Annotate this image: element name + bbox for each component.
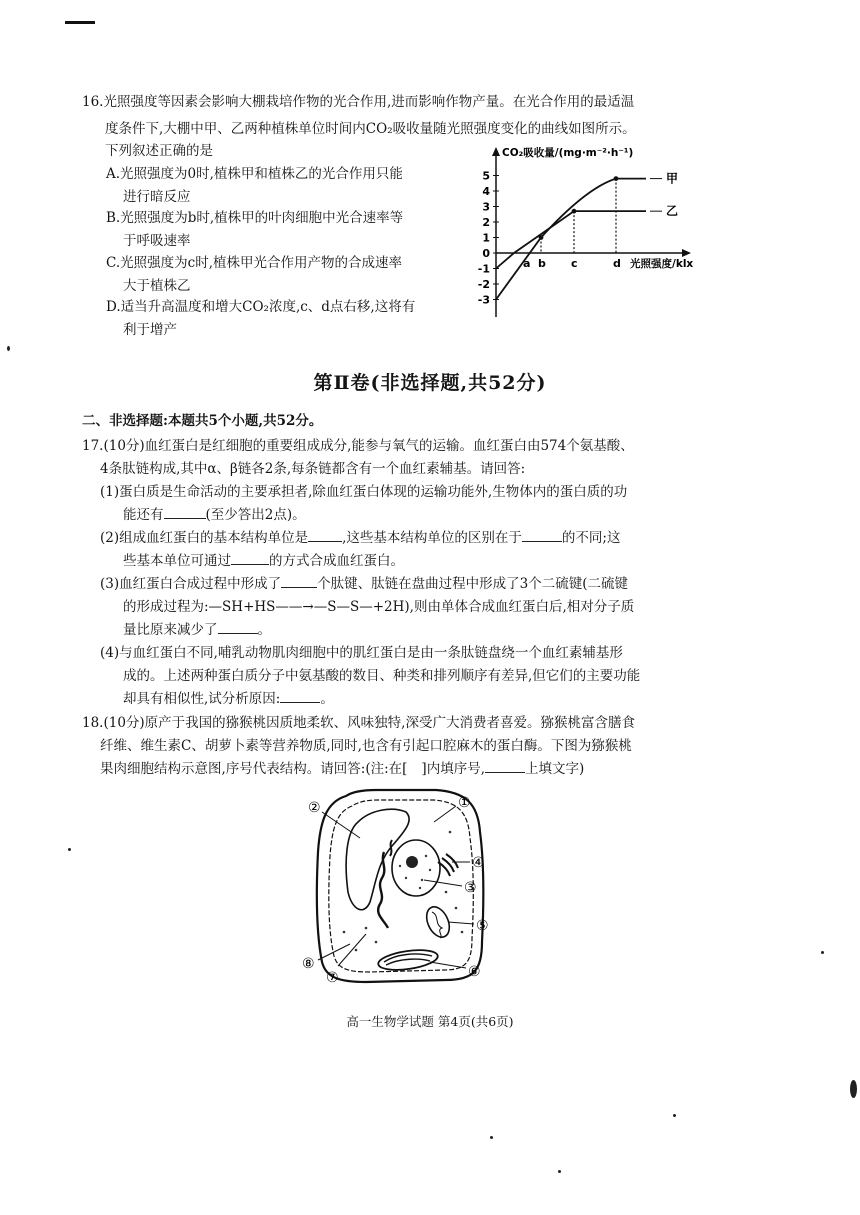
speck: [68, 848, 71, 851]
x-ticks: [523, 257, 621, 270]
endoplasmic-reticulum: [378, 852, 388, 928]
section-2-title: 第Ⅱ卷(非选择题,共52分): [313, 372, 547, 394]
y-axis-arrow: [492, 147, 500, 156]
speck: [850, 1080, 857, 1098]
q16-option-d-1: D.适当升高温度和增大CO₂浓度,c、d点右移,这将有: [106, 299, 416, 315]
q17-line1: 17.(10分)血红蛋白是红细胞的重要组成成分,能参与氧气的运输。血红蛋白由574个氨基酸、: [82, 438, 634, 454]
answer-blank[interactable]: [218, 620, 258, 634]
nucleus: [392, 840, 440, 896]
q17-p2-line2: 些基本单位可通过 的方式合成血红蛋白。: [123, 553, 404, 569]
cell-label-1: ①: [458, 795, 471, 811]
co2-absorption-chart: [472, 145, 712, 335]
vacuole: [346, 809, 409, 909]
guide-lines: [539, 176, 619, 253]
q18-line3: 果肉细胞结构示意图,序号代表结构。请回答:(注:在[ ]内填序号, 上填文字): [100, 761, 585, 777]
cell-label-8: ⑧: [302, 956, 315, 972]
q18-line1: 18.(10分)原产于我国的猕猴桃因质地柔软、风味独特,深受广大消费者喜爱。猕猴桃富含膳食: [82, 715, 635, 731]
q18-line2: 纤维、维生素C、胡萝卜素等营养物质,同时,也含有引起口腔麻木的蛋白酶。下图为猕猴桃: [100, 738, 632, 754]
answer-blank[interactable]: [281, 574, 317, 588]
answer-blank[interactable]: [280, 689, 320, 703]
q16-option-b-1: B.光照强度为b时,植株甲的叶肉细胞中光合速率等: [106, 210, 404, 226]
q16-line1: 16.光照强度等因素会影响大棚栽培作物的光合作用,进而影响作物产量。在光合作用的最适温: [82, 94, 635, 110]
plant-cell-diagram: [296, 782, 506, 992]
x-tick-label-b: b: [538, 257, 546, 270]
q17-line2: 4条肽链构成,其中α、β链各2条,每条链都含有一个血红素辅基。请回答:: [100, 461, 526, 477]
series-lines: [496, 172, 678, 300]
q17-p2-line1: (2)组成血红蛋白的基本结构单位是 ,这些基本结构单位的区别在于 的不同;这: [100, 530, 621, 546]
answer-blank[interactable]: [231, 551, 269, 565]
speck: [7, 346, 10, 351]
q16-option-c-2: 大于植株乙: [123, 278, 191, 294]
x-tick-label-a: a: [523, 257, 531, 270]
series-line-1: [496, 179, 646, 300]
q16-option-b-2: 于呼吸速率: [123, 233, 191, 249]
page-footer: 高一生物学试题 第4页(共6页): [346, 1014, 514, 1029]
y-tick-label: 2: [482, 216, 490, 229]
y-tick-label: 3: [482, 200, 490, 214]
y-tick-label: -2: [477, 278, 490, 291]
q16-line2: 度条件下,大棚中甲、乙两种植株单位时间内CO₂吸收量随光照强度变化的曲线如图所示。: [105, 121, 636, 137]
q16-option-d-2: 利于增产: [123, 322, 177, 338]
top-rule: [65, 21, 95, 24]
cell-label-3: ③: [464, 880, 477, 896]
y-axis-label: CO₂吸收量/(mg·m⁻²·h⁻¹): [502, 147, 634, 159]
x-axis-label: 光照强度/klx: [630, 258, 694, 270]
answer-blank[interactable]: [308, 528, 342, 542]
q16-option-c-1: C.光照强度为c时,植株甲光合作用产物的合成速率: [106, 255, 402, 271]
speck: [490, 1136, 493, 1139]
answer-blank[interactable]: [522, 528, 562, 542]
q16-option-a-1: A.光照强度为0时,植株甲和植株乙的光合作用只能: [106, 166, 403, 182]
cell-label-6: ⑥: [468, 964, 481, 980]
speck: [673, 1114, 676, 1117]
speck: [558, 1170, 561, 1173]
q17-p4-line1: (4)与血红蛋白不同,哺乳动物肌肉细胞中的肌红蛋白是由一条肽链盘绕一个血红素辅基形: [100, 645, 623, 661]
y-tick-label: -1: [477, 262, 490, 276]
y-tick-label: -3: [477, 293, 490, 307]
x-tick-label-d: d: [613, 257, 621, 270]
q17-p1-line1: (1)蛋白质是生命活动的主要承担者,除血红蛋白体现的运输功能外,生物体内的蛋白质的功: [100, 484, 628, 500]
nucleolus: [406, 856, 418, 868]
speck: [821, 951, 824, 954]
q17-p4-line3: 却具有相似性,试分析原因: 。: [123, 691, 334, 707]
q17-p3-line3: 量比原来减少了 。: [123, 622, 271, 638]
q17-p1-line2: 能还有 (至少答出2点)。: [123, 507, 306, 523]
cell-label-7: ⑦: [326, 970, 339, 986]
y-tick-label: 5: [482, 169, 490, 183]
x-tick-label-c: c: [571, 257, 578, 270]
section-2-intro: 二、非选择题:本题共5个小题,共52分。: [82, 413, 323, 429]
cell-wall: [317, 790, 484, 982]
cell-membrane: [329, 800, 474, 972]
answer-blank[interactable]: [485, 759, 525, 773]
y-tick-label: 0: [482, 247, 490, 260]
q17-p3-line2: 的形成过程为:—SH+HS——→—S—S—+2H),则由单体合成血红蛋白后,相对分子质: [123, 599, 635, 615]
cell-label-4: ④: [472, 855, 485, 871]
q17-p4-line2: 成的。上述两种蛋白质分子中氨基酸的数目、种类和排列顺序有差异,但它们的主要功能: [123, 668, 641, 684]
cell-label-5: ⑤: [476, 918, 489, 934]
q17-p3-line1: (3)血红蛋白合成过程中形成了 个肽键、肽链在盘曲过程中形成了3个二硫键(二硫键: [100, 576, 628, 592]
series-label-1: 甲: [666, 171, 679, 186]
q16-option-a-2: 进行暗反应: [123, 189, 191, 205]
y-tick-label: 1: [482, 231, 490, 245]
series-label-2: 乙: [666, 204, 679, 219]
x-axis-arrow: [682, 249, 691, 257]
golgi-apparatus: [438, 854, 458, 876]
cell-label-2: ②: [308, 800, 321, 816]
answer-blank[interactable]: [164, 505, 206, 519]
q16-line3: 下列叙述正确的是: [105, 143, 213, 159]
y-tick-label: 4: [482, 185, 490, 198]
